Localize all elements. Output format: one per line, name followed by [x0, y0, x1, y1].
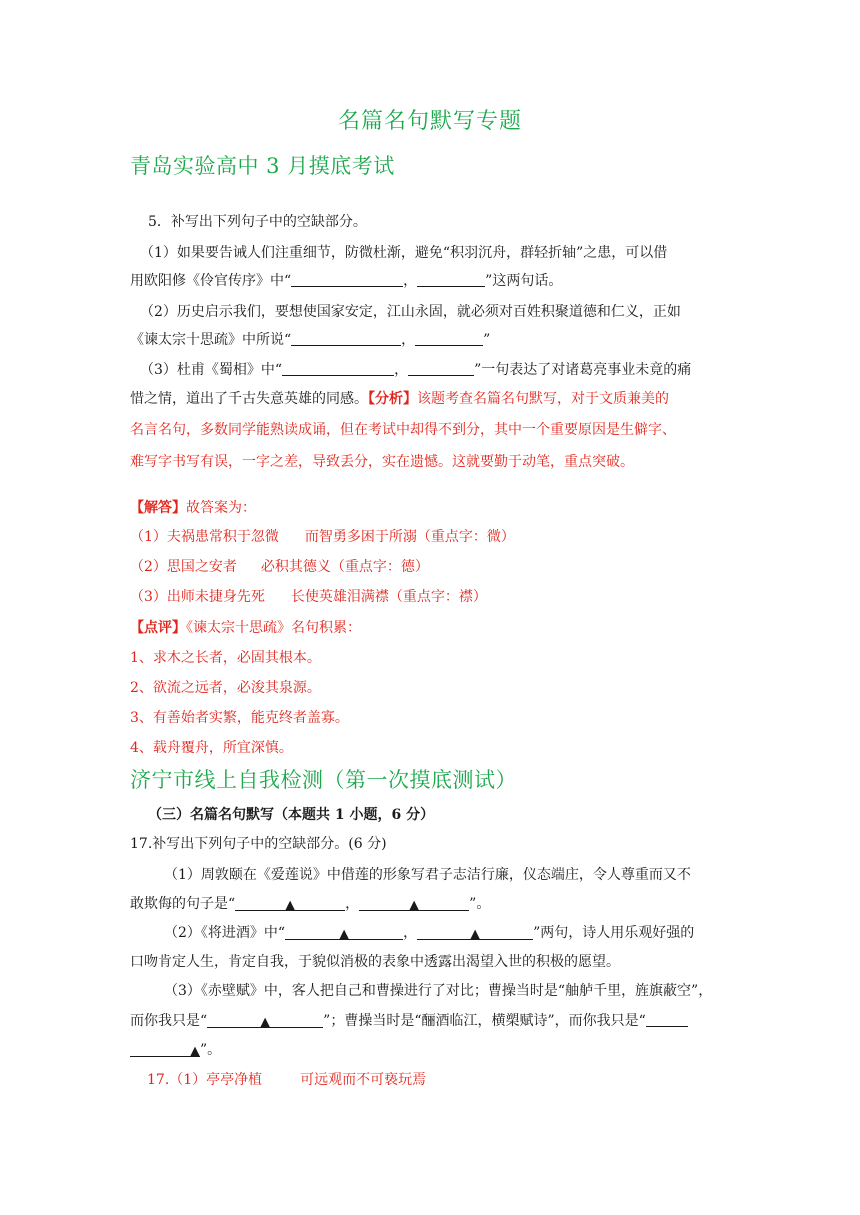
answer-blank[interactable]	[417, 925, 533, 940]
question-5-2-line-a: （2）历史启示我们，要想使国家安定，江山永固，就必须对百姓积聚道德和仁义，正如	[140, 304, 681, 320]
answer-blank[interactable]	[285, 925, 403, 940]
question-5-2-line-b: 《谏太宗十思疏》中所说“ ， ”	[130, 332, 491, 348]
triangle-icon: ▲	[260, 1015, 271, 1030]
answer-blank[interactable]	[235, 896, 345, 911]
answer-line-3: （3）出师未捷身先死 长使英雄泪满襟（重点字：襟）	[130, 589, 487, 605]
question-17-intro: 17.补写出下列句子中的空缺部分。(6 分)	[130, 836, 387, 852]
answer-17: 17.（1）亭亭净植 可远观而不可亵玩焉	[147, 1072, 427, 1088]
answer-blank[interactable]	[408, 361, 474, 376]
question-17-2-line-a: （2）《将进酒》中“ ▲ ， ▲ ”两句，诗人用乐观好强的	[164, 923, 694, 943]
answer-blank[interactable]	[359, 896, 469, 911]
answer-line-1: （1）夫祸患常积于忽微 而智勇多困于所溺（重点字：微）	[130, 529, 515, 545]
part-heading: （三）名篇名句默写（本题共 1 小题，6 分）	[148, 807, 435, 823]
answer-blank[interactable]	[646, 1012, 688, 1027]
answer-blank[interactable]	[291, 331, 401, 346]
comment-tag: 【点评】	[130, 620, 186, 636]
triangle-icon: ▲	[190, 1044, 200, 1059]
triangle-icon: ▲	[285, 898, 296, 913]
triangle-icon: ▲	[339, 927, 350, 942]
comment-item: 4、载舟覆舟，所宜深慎。	[130, 740, 293, 756]
question-5-3-line-b: 惜之情，道出了千古失意英雄的同感。【分析】该题考查名篇名句默写，对于文质兼美的	[130, 391, 669, 407]
answer-tag: 【解答】	[130, 500, 186, 516]
document-title: 名篇名句默写专题	[337, 109, 522, 134]
answer-blank[interactable]	[207, 1013, 323, 1028]
section-heading-jining: 济宁市线上自我检测（第一次摸底测试）	[130, 768, 517, 792]
question-17-3-line-c: ▲”。	[130, 1040, 221, 1060]
question-17-3-line-a: （3）《赤壁赋》中，客人把自己和曹操进行了对比；曹操当时是“舳舻千里，旌旗蔽空”，	[164, 983, 713, 999]
answer-header: 【解答】故答案为：	[130, 500, 256, 516]
answer-blank[interactable]	[291, 272, 403, 287]
analysis-tag: 【分析】	[368, 391, 417, 407]
answer-blank[interactable]	[417, 272, 485, 287]
answer-blank[interactable]	[282, 361, 394, 376]
answer-blank[interactable]	[130, 1042, 200, 1057]
question-5-3-line-a: （3）杜甫《蜀相》中“ ， ”一句表达了对诸葛亮事业未竟的痛	[140, 362, 692, 378]
answer-line-2: （2）思国之安者 必积其德义（重点字：德）	[130, 559, 429, 575]
question-5-1-line-a: （1）如果要告诫人们注重细节，防微杜渐，避免“积羽沉舟，群轻折轴”之患，可以借	[140, 245, 668, 261]
comment-header: 【点评】《谏太宗十思疏》名句积累：	[130, 620, 361, 636]
analysis-line-3: 难写字书写有误，一字之差，导致丢分，实在遗憾。这就要勤于动笔，重点突破。	[130, 454, 634, 470]
section-heading-qingdao: 青岛实验高中 3 月摸底考试	[130, 154, 395, 178]
question-17-3-line-b: 而你我只是“ ▲ ”；曹操当时是“酾酒临江，横槊赋诗”，而你我只是“	[130, 1011, 688, 1031]
answer-blank[interactable]	[415, 331, 483, 346]
comment-item: 2、欲流之远者，必浚其泉源。	[130, 680, 321, 696]
question-17-1-line-b: 敢欺侮的句子是“ ▲ ， ▲ ”。	[130, 894, 490, 914]
triangle-icon: ▲	[470, 927, 481, 942]
comment-item: 3、有善始者实繁，能克终者盖寡。	[130, 710, 349, 726]
analysis-line-2: 名言名句，多数同学能熟读成诵，但在考试中却得不到分，其中一个重要原因是生僻字、	[130, 422, 676, 438]
question-5-1-line-b: 用欧阳修《伶官传序》中“ ， ”这两句话。	[130, 273, 563, 289]
triangle-icon: ▲	[409, 898, 420, 913]
question-17-2-line-b: 口吻肯定人生，肯定自我，于貌似消极的表象中透露出渴望入世的积极的愿望。	[130, 954, 620, 970]
question-17-1-line-a: （1）周敦颐在《爱莲说》中借莲的形象写君子志洁行廉，仪态端庄，令人尊重而又不	[164, 867, 691, 883]
question-5-intro: 5．补写出下列句子中的空缺部分。	[148, 214, 367, 230]
comment-item: 1、求木之长者，必固其根本。	[130, 650, 321, 666]
